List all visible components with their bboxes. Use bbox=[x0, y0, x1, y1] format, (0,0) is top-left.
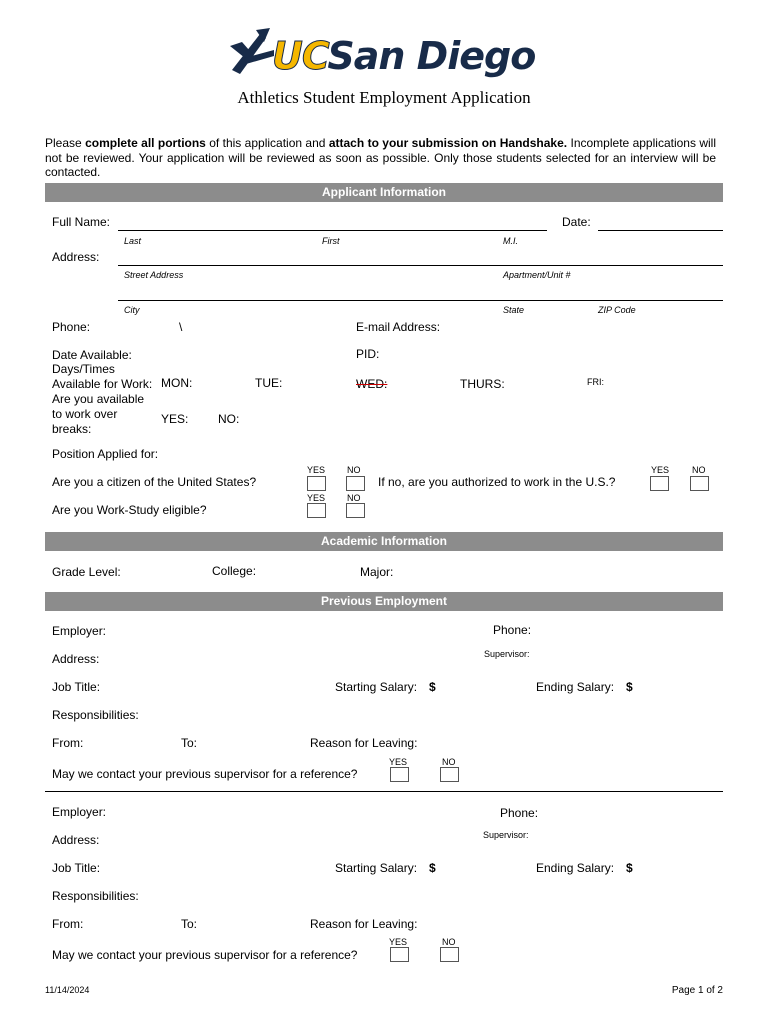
employer-1-contact-question: May we contact your previous supervisor for a reference? bbox=[52, 767, 358, 781]
phone-separator: \ bbox=[179, 320, 183, 334]
intro-bold-2: attach to your submission on Handshake. bbox=[328, 136, 568, 150]
citizen-yes-caption: YES bbox=[307, 465, 326, 475]
email-label: E-mail Address: bbox=[356, 320, 441, 334]
work-study-yes-caption: YES bbox=[307, 493, 326, 503]
employer-2-reason-label: Reason for Leaving: bbox=[310, 917, 418, 931]
authorized-no-checkbox[interactable] bbox=[690, 476, 709, 491]
phone-label: Phone: bbox=[52, 320, 91, 334]
grade-level-label: Grade Level: bbox=[52, 565, 121, 579]
wed-text: WED: bbox=[356, 377, 388, 391]
days-times-label-1: Days/Times bbox=[52, 362, 115, 376]
breaks-no-label: NO: bbox=[218, 412, 240, 426]
employer-1-reason-label: Reason for Leaving: bbox=[310, 736, 418, 750]
days-times-label-2: Available for Work: bbox=[52, 377, 153, 391]
employer-1-label: Employer: bbox=[52, 624, 107, 638]
employer-2-to-label: To: bbox=[181, 917, 198, 931]
employer-1-to-label: To: bbox=[181, 736, 198, 750]
wed-label bbox=[356, 377, 387, 391]
intro-text-3: Incomplete applications will not be reviewed. Your application will be reviewed as soon as possible. Only those students selected for an interview will be contacted. bbox=[45, 136, 717, 179]
full-name-field[interactable] bbox=[118, 230, 547, 231]
date-field[interactable] bbox=[598, 230, 723, 231]
intro-bold-1: complete all portions bbox=[85, 136, 206, 150]
street-caption: Street Address bbox=[124, 270, 184, 280]
work-study-no-checkbox[interactable] bbox=[346, 503, 365, 518]
citizen-no-caption: NO bbox=[347, 465, 361, 475]
section-header-applicant: Applicant Information bbox=[45, 183, 723, 202]
ucsd-logo bbox=[230, 28, 540, 84]
employer-1-ending-dollar: $ bbox=[626, 680, 633, 694]
employer-2-job-title-label: Job Title: bbox=[52, 861, 101, 875]
work-study-question: Are you Work-Study eligible? bbox=[52, 503, 207, 517]
college-label: College: bbox=[212, 564, 257, 578]
breaks-label-2: to work over bbox=[52, 407, 118, 421]
employer-1-responsibilities-label: Responsibilities: bbox=[52, 708, 139, 722]
employer-2-yes-caption: YES bbox=[389, 937, 408, 947]
major-label: Major: bbox=[360, 565, 394, 579]
date-available-label: Date Available: bbox=[52, 348, 132, 362]
address-label: Address: bbox=[52, 250, 100, 264]
work-study-yes-checkbox[interactable] bbox=[307, 503, 326, 518]
intro-text-1: Please bbox=[45, 136, 86, 150]
employer-1-contact-yes-checkbox[interactable] bbox=[390, 767, 409, 782]
employer-2-label: Employer: bbox=[52, 805, 107, 819]
employer-1-starting-dollar: $ bbox=[429, 680, 436, 694]
employer-1-phone-label: Phone: bbox=[493, 623, 532, 637]
employer-2-contact-yes-checkbox[interactable] bbox=[390, 947, 409, 962]
thurs-label: THURS: bbox=[460, 377, 505, 391]
employer-1-no-caption: NO bbox=[442, 757, 456, 767]
citizen-no-checkbox[interactable] bbox=[346, 476, 365, 491]
employer-1-yes-caption: YES bbox=[389, 757, 408, 767]
authorized-no-caption: NO bbox=[692, 465, 706, 475]
intro-paragraph bbox=[45, 136, 716, 180]
section-header-academic: Academic Information bbox=[45, 532, 723, 551]
employer-2-starting-salary-label: Starting Salary: bbox=[335, 861, 418, 875]
employer-1-starting-salary-label: Starting Salary: bbox=[335, 680, 418, 694]
zip-caption: ZIP Code bbox=[598, 305, 636, 315]
footer-page-number: Page 1 of 2 bbox=[671, 985, 723, 996]
employer-2-supervisor-label: Supervisor: bbox=[483, 830, 529, 840]
employer-2-address-label: Address: bbox=[52, 833, 100, 847]
state-caption: State bbox=[503, 305, 525, 315]
citizen-yes-checkbox[interactable] bbox=[307, 476, 326, 491]
authorized-yes-checkbox[interactable] bbox=[650, 476, 669, 491]
employer-1-contact-no-checkbox[interactable] bbox=[440, 767, 459, 782]
employer-1-from-label: From: bbox=[52, 736, 84, 750]
employer-2-from-label: From: bbox=[52, 917, 84, 931]
authorized-question: If no, are you authorized to work in the U.S.? bbox=[378, 475, 616, 489]
employer-2-responsibilities-label: Responsibilities: bbox=[52, 889, 139, 903]
breaks-label-3: breaks: bbox=[52, 422, 92, 436]
employer-2-ending-salary-label: Ending Salary: bbox=[536, 861, 615, 875]
employer-2-starting-dollar: $ bbox=[429, 861, 436, 875]
city-caption: City bbox=[124, 305, 140, 315]
authorized-yes-caption: YES bbox=[651, 465, 670, 475]
city-state-zip-field[interactable] bbox=[118, 300, 723, 301]
employer-1-address-label: Address: bbox=[52, 652, 100, 666]
employer-divider bbox=[45, 791, 723, 792]
section-header-previous-employment: Previous Employment bbox=[45, 592, 723, 611]
mon-label: MON: bbox=[161, 376, 193, 390]
breaks-label-1: Are you available bbox=[52, 392, 145, 406]
date-label: Date: bbox=[562, 215, 591, 229]
first-caption: First bbox=[322, 236, 340, 246]
breaks-yes-label: YES: bbox=[161, 412, 189, 426]
employer-2-contact-question: May we contact your previous supervisor for a reference? bbox=[52, 948, 358, 962]
citizen-question: Are you a citizen of the United States? bbox=[52, 475, 257, 489]
full-name-label: Full Name: bbox=[52, 215, 111, 229]
apt-caption: Apartment/Unit # bbox=[503, 270, 571, 280]
employer-1-job-title-label: Job Title: bbox=[52, 680, 101, 694]
intro-text-2: of this application and bbox=[205, 136, 329, 150]
tue-label: TUE: bbox=[255, 376, 283, 390]
logo-uc-text: UC bbox=[272, 34, 328, 78]
employer-2-phone-label: Phone: bbox=[500, 806, 539, 820]
work-study-no-caption: NO bbox=[347, 493, 361, 503]
employer-2-contact-no-checkbox[interactable] bbox=[440, 947, 459, 962]
footer-date: 11/14/2024 bbox=[45, 985, 90, 995]
logo-sandiego-text: San Diego bbox=[327, 34, 536, 78]
fri-label: FRI: bbox=[587, 377, 604, 387]
mi-caption: M.I. bbox=[503, 236, 518, 246]
employer-1-ending-salary-label: Ending Salary: bbox=[536, 680, 615, 694]
position-label: Position Applied for: bbox=[52, 447, 159, 461]
page-title: Athletics Student Employment Application bbox=[237, 88, 531, 107]
employer-2-no-caption: NO bbox=[442, 937, 456, 947]
employer-1-supervisor-label: Supervisor: bbox=[484, 649, 530, 659]
street-address-field[interactable] bbox=[118, 265, 723, 266]
last-caption: Last bbox=[124, 236, 142, 246]
employer-2-ending-dollar: $ bbox=[626, 861, 633, 875]
pid-label: PID: bbox=[356, 347, 380, 361]
